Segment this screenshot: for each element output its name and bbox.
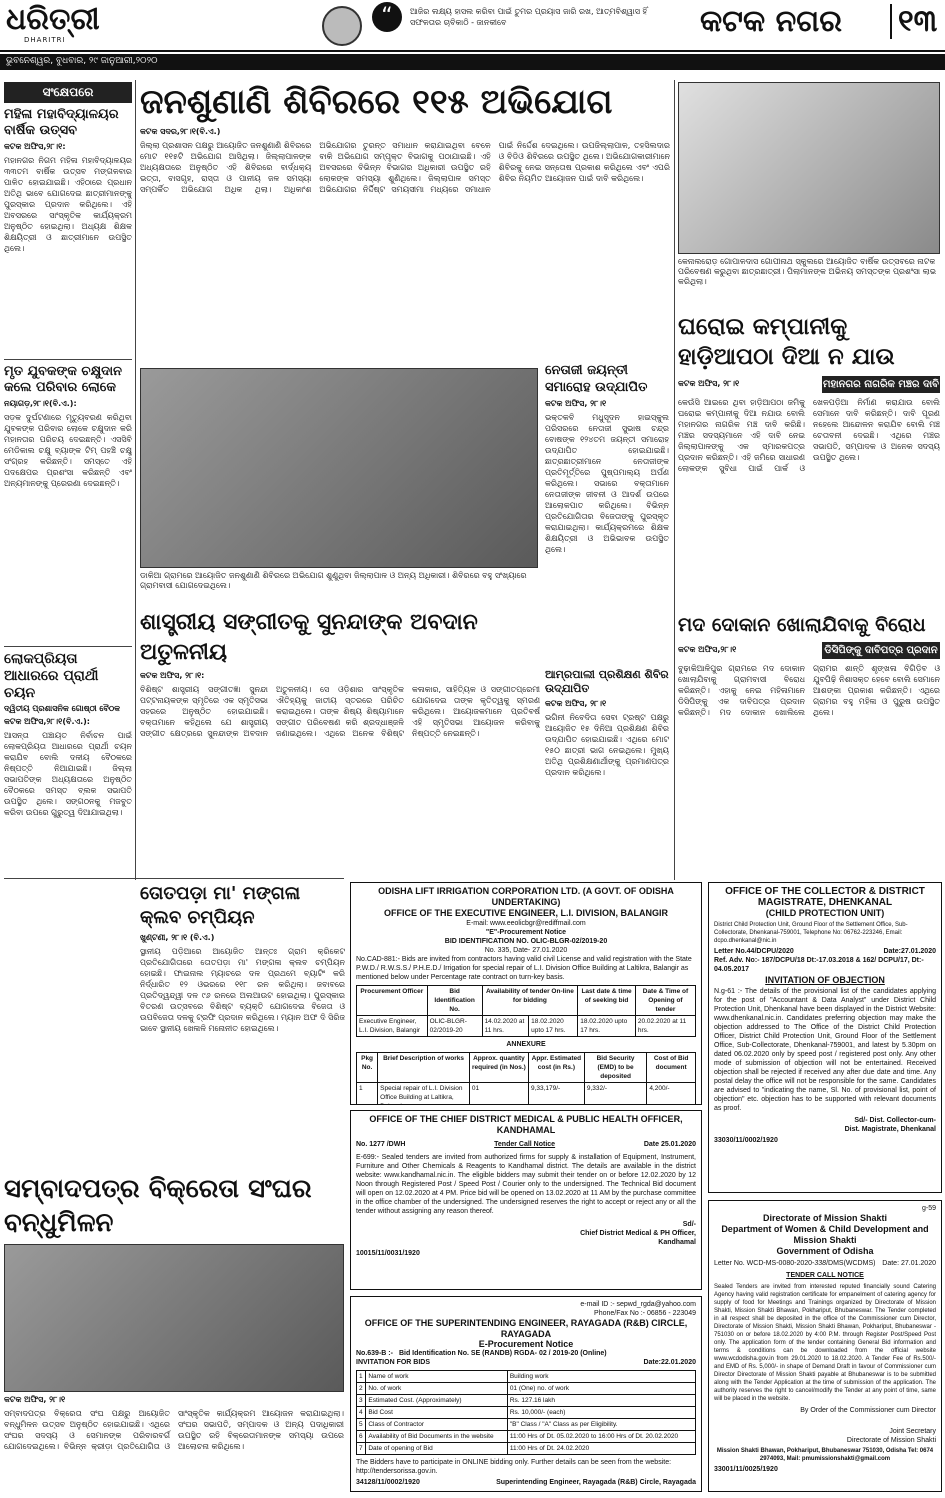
photo-1-caption: ଡାକିଆ ଗ୍ରାମରେ ଆୟୋଜିତ ଜନଶୁଣାଣି ଶିବିରରେ ଅଭିଯୋଗ ଶୁଣୁଥିବା ଜିଲ୍ଲାପାଳ ଓ ଅନ୍ୟ ଅଧିକାରୀ। ଶିବିରରେ ବହୁ ସଂଖ୍ୟାରେ ଗ୍ରାମବାସୀ ଯୋଗଦେଇଥିଲେ। <box>140 571 527 590</box>
vendor-body: ସମ୍ବାଦପତ୍ର ବିକ୍ରେତା ସଂଘ ପକ୍ଷରୁ ଆୟୋଜିତ ବନ୍ଧୁମିଳନ ଉତ୍ସବ ଅନୁଷ୍ଠିତ ହୋଇଯାଇଛି। ଏଥିରେ ସଂଘର ସଦସ୍ୟ ଓ ସେମାନଙ୍କ ପରିବାରବର୍ଗ ଯୋଗଦେଇଥିଲେ। ବିଭିନ୍ନ କ୍ରୀଡ଼ା ପ୍ରତିଯୋଗିତା ଓ ସାଂସ୍କୃତିକ କାର୍ଯ୍ୟକ୍ରମ ଆୟୋଜନ କରାଯାଇଥିଲା। ସଂଘର ସଭାପତି, ସମ୍ପାଦକ ଓ ଅନ୍ୟ ପଦାଧିକାରୀ ଉପସ୍ଥିତ ରହି ବିକ୍ରେତାମାନଙ୍କ ସମସ୍ୟା ଉପରେ ଆଲୋଚନା କରିଥିଲେ। <box>4 1409 344 1451</box>
ad5-ref: 33001/11/0025/1920 <box>714 1466 778 1473</box>
ad1-bid-id: BID IDENTIFICATION NO. OLIC-BLGR-02/2019-20 <box>444 938 608 945</box>
ad2-sign2: Chief District Medical & PH Officer, <box>580 1230 696 1237</box>
ad2-ref: 10015/11/0031/1920 <box>356 1250 420 1257</box>
lead-body: ଜିଲ୍ଲା ପ୍ରଶାସନ ପକ୍ଷରୁ ଆୟୋଜିତ ଜନଶୁଣାଣି ଶିବିରରେ ମୋଟ ୧୧୫ଟି ଅଭିଯୋଗ ଆସିଥିଲା। ଜିଲ୍ଲାପାଳଙ୍କ ଅଧ୍ୟକ୍ଷତାରେ ଅନୁଷ୍ଠିତ ଏହି ଶିବିରରେ ବାର୍ଦ୍ଧକ୍ୟ ଭତ୍ତା, ବାସଗୃହ, ରାସ୍ତା ଓ ପାନୀୟ ଜଳ ସମସ୍ୟା ସମ୍ପର୍କିତ ଅଭିଯୋଗ ଅଧିକ ଥିଲା। ଅଧିକାଂଶ ଅଭିଯୋଗର ତୁରନ୍ତ ସମାଧାନ କରାଯାଇଥିବା ବେଳେ ବାକି ଅଭିଯୋଗ ସମ୍ପୃକ୍ତ ବିଭାଗକୁ ପଠାଯାଇଛି। ଏହି ଅବସରରେ ବିଭିନ୍ନ ବିଭାଗର ଅଧିକାରୀ ଉପସ୍ଥିତ ରହି ଲୋକଙ୍କ ସମସ୍ୟା ଶୁଣିଥିଲେ। ଜିଲ୍ଲାପାଳ ସମସ୍ତ ଅଭିଯୋଗର ନିର୍ଦ୍ଦିଷ୍ଟ ସମୟସୀମା ମଧ୍ୟରେ ସମାଧାନ ପାଇଁ ନିର୍ଦ୍ଦେଶ ଦେଇଥିଲେ। ଉପଜିଲ୍ଲାପାଳ, ତହସିଲଦାର ଓ ବିଡିଓ ଶିବିରରେ ଉପସ୍ଥିତ ଥିଲେ। ଅଭିଯୋଗକାରୀମାନେ ଶିବିରକୁ ନେଇ ସନ୍ତୋଷ ପ୍ରକାଶ କରିଥିଲେ ଏବଂ ଏପରି ଶିବିର ନିୟମିତ ଆୟୋଜନ ପାଇଁ ଦାବି କରିଥିଲେ। <box>140 141 670 194</box>
lead-byline: କଟକ ସଦର,୨୮।୧(ବି.ଏ.) <box>140 127 221 136</box>
left-column <box>4 82 132 872</box>
briefs-tag: ସଂକ୍ଷେପରେ <box>4 82 132 103</box>
lead-story <box>140 80 670 340</box>
vendor-story <box>4 1172 344 1496</box>
hadiapatha-byline: କଟକ ଅଫିସ, ୨୮।୧ <box>678 379 740 388</box>
brief-3-body: ଆସନ୍ତା ପଞ୍ଚାୟତ ନିର୍ବାଚନ ପାଇଁ ଲୋକପ୍ରିୟତା ଆଧାରରେ ପ୍ରାର୍ଥୀ ଚୟନ କରାଯିବ ବୋଲି ଦଳୀୟ ବୈଠକରେ ନିଷ୍ପତ୍ତି ନିଆଯାଇଛି। ଜିଲ୍ଲା ସଭାପତିଙ୍କ ଅଧ୍ୟକ୍ଷତାରେ ଅନୁଷ୍ଠିତ ବୈଠକରେ ସମସ୍ତ ବ୍ଲକ ସଭାପତି ଉପସ୍ଥିତ ଥିଲେ। ସଙ୍ଗଠନକୁ ମଜବୁତ କରିବା ଉପରେ ଗୁରୁତ୍ୱ ଦିଆଯାଇଥିଲା। <box>4 731 132 817</box>
liquor-story <box>678 612 940 831</box>
liquor-tag: ଡିସିପିଙ୍କୁ ଦାବିପତ୍ର ପ୍ରଦାନ <box>822 642 940 659</box>
page-section-name: କଟକ ନଗର <box>700 4 843 39</box>
ad3-email: e-mail ID :- sepwd_rgda@yahoo.com <box>580 1301 696 1308</box>
sunanda-byline: କଟକ ଅଫିସ, ୨୮।୧: <box>140 671 205 680</box>
brief-1-byline: କଟକ ଅଫିସ,୨୮।୧: <box>4 142 66 151</box>
ad4-reference: Ref. Adv. No:- 187/DCPU/18 Dt:-17.03.2018 & 162/ DCPU/17, Dt:- 04.05.2017 <box>714 957 924 973</box>
ad-dhenkanal-cpu <box>708 882 942 1193</box>
newspaper-logo: ଧରିତ୍ରୀ <box>6 2 100 37</box>
photo-school-drama <box>678 82 940 254</box>
ad2-sign1: Sd/- <box>682 1221 696 1228</box>
ad5-footer: Mission Shakti Bhawan, Pokhariput, Bhubaneswar 751030, Odisha Tel: 0674 2974093, Mail: pmumissionshakti@gmail.com <box>716 1448 934 1462</box>
ad4-body: N.g-61 :- The details of the provisional list of the candidates applying for the post of "Accountant & Data Analyst" under District Child Protection Unit, Dhenkanal have been displayed in the District Website: www.dhenkanal.nic.in. Candidates preferring objection may make the objection addressed to The Office of the District Child Protection Officer, District Child Protection Unit, Ground Floor of the Settlement Office, Sub-Collectorate, Dhenkanal-759001, and latest by 5.30pm on dated 06.02.2020 only by speed post / registered post only. Any other mode of submission of objection will not be entertained. Received objection shall be rejected if received any after due date and time. Any postal delay the office will not be responsible for the same. Candidates are advised to "indicating the name, Sl. No. of provisional list, point of objection" etc. objection has to be supported with relevant documents as proof. <box>714 988 936 1112</box>
ad2-notice: Tender Call Notice <box>494 1141 556 1148</box>
ad1-annexure: ANNEXURE <box>506 1041 546 1048</box>
ad5-date: Date: 27.01.2020 <box>882 1260 936 1267</box>
ad3-paragraph: The Bidders have to participate in ONLINE bidding only. Further details can be seen from the website: http://tendersorissa.gov.in. <box>356 1459 672 1475</box>
netaji-headline: ନେତାଜୀ ଜୟନ୍ତୀ ସମାରୋହ ଉଦ୍‌ଯାପିତ <box>545 363 648 395</box>
ad5-title2: Department of Women & Child Development and Mission Shakti <box>721 1224 929 1245</box>
ad5-title1: Directorate of Mission Shakti <box>762 1213 888 1223</box>
photo-public-hearing <box>140 368 538 568</box>
brief-2-body: ସଡ଼କ ଦୁର୍ଘଟଣାରେ ମୃତ୍ୟୁବରଣ କରିଥିବା ଯୁବକଙ୍କ ପରିବାର ଲୋକେ ଚକ୍ଷୁଦାନ କରି ମହାନତାର ପରିଚୟ ଦେଇଛନ୍ତି। ଏସସିବି ମେଡିକାଲ ଚକ୍ଷୁ ବ୍ୟାଙ୍କ ଟିମ୍ ପହଞ୍ଚି ଚକ୍ଷୁ ସଂଗ୍ରହ କରିଛନ୍ତି। ସମସ୍ତେ ଏହି ପଦକ୍ଷେପର ପ୍ରଶଂସା କରିଛନ୍ତି ଏବଂ ଅନ୍ୟମାନଙ୍କୁ ପ୍ରେରଣା ଦେଇଛନ୍ତି। <box>4 413 132 488</box>
ad-kandhamal-health <box>350 1110 702 1290</box>
ad4-ref: 33030/11/0002/1920 <box>714 1137 778 1144</box>
brief-3-byline: କଟକ ଅଫିସ,୨୮।୧(ବି.ଏ.): <box>4 717 90 726</box>
newspaper-logo-sub: DHARITRI <box>24 36 66 44</box>
masthead-quote: ଆଜିର ଲକ୍ଷ୍ୟ ହାସଲ କରିବା ପାଇଁ ତୁମର ପ୍ରୟାସ ଜାରି ରଖ, ଆତ୍ମବିଶ୍ୱାସ ହିଁ ସଫଳତାର ଚାବିକାଠି - ଜାନକୀବେ <box>410 7 648 27</box>
right-photo-block <box>678 82 940 287</box>
ad2-title: OFFICE OF THE CHIEF DISTRICT MEDICAL & PUBLIC HEALTH OFFICER, KANDHAMAL <box>369 1114 683 1135</box>
ad5-heading: TENDER CALL NOTICE <box>786 1272 864 1279</box>
liquor-body: ବୁଢ଼ାକିଆଳିପୁର ଗ୍ରାମରେ ମଦ ଦୋକାନ ଖୋଲାଯିବାକୁ ଗ୍ରାମବାସୀ ବିରୋଧ କରିଛନ୍ତି। ଏହାକୁ ନେଇ ମହିଳାମାନେ ଡିସିପିଙ୍କୁ ଏକ ଦାବିପତ୍ର ପ୍ରଦାନ କରିଛନ୍ତି। ମଦ ଦୋକାନ ଖୋଲିଲେ ଗ୍ରାମର ଶାନ୍ତି ଶୃଙ୍ଖଳା ବିଗିଡ଼ିବ ଓ ଯୁବପିଢ଼ି ନିଶାସକ୍ତ ହେବେ ବୋଲି ସେମାନେ ଆଶଙ୍କା ପ୍ରକାଶ କରିଛନ୍ତି। ଏଥିରେ ଗ୍ରାମର ବହୁ ମହିଳା ଓ ପୁରୁଷ ଉପସ୍ଥିତ ଥିଲେ। <box>678 664 940 717</box>
hadiapatha-body: କେଉଁସି ଆଇରେ ଥିବା ହାଡ଼ିଆପଠା ଜମିକୁ ଘରୋଇ କମ୍ପାନୀକୁ ଦିଆ ନଯାଉ ବୋଲି ମହାନଗର ନାଗରିକ ମଞ୍ଚ ଦାବି କରିଛି। ମଞ୍ଚର ସଦସ୍ୟମାନେ ଏହି ଦାବି ନେଇ ଜିଲ୍ଲାପାଳଙ୍କୁ ଏକ ସ୍ମାରକପତ୍ର ପ୍ରଦାନ କରିଛନ୍ତି। ଏହି ଜମିରେ ସାଧାରଣ ଲୋକଙ୍କ ସୁବିଧା ପାଇଁ ପାର୍କ ଓ ଖେଳପଡ଼ିଆ ନିର୍ମାଣ କରାଯାଉ ବୋଲି ସେମାନେ ଦାବି କରିଛନ୍ତି। ଦାବି ପୂରଣ ନହେଲେ ଆନ୍ଦୋଳନ କରାଯିବ ବୋଲି ମଞ୍ଚ ଚେତାବନୀ ଦେଇଛି। ଏଥିରେ ମଞ୍ଚର ସଭାପତି, ସମ୍ପାଦକ ଓ ଅନେକ ସଦସ୍ୟ ଉପସ୍ଥିତ ଥିଲେ। <box>678 398 940 473</box>
brief-3-headline: ଲୋକପ୍ରିୟତା ଆଧାରରେ ପ୍ରାର୍ଥୀ ଚୟନ <box>4 651 99 701</box>
ad5-sign0: By Order of the Commissioner cum Director <box>800 1407 936 1414</box>
hadiapatha-story <box>678 312 940 579</box>
liquor-headline: ମଦ ଦୋକାନ ଖୋଲାଯିବାକୁ ବିରୋଧ <box>678 614 926 636</box>
ad3-bid-table: 1 Name of work Building work 2 No. of work 01 (One) no. of work 3 Estimated Cost. (Approximately) Rs. 127.16 lakh 4 Bid Cost Rs. 10,000/- (each) 5 Class of Contractor "B" Class / "A" Class as per Eligibility. 6 Availability of Bid Documents in the website 11:00 Hrs of Dt. 05.02.2020 to 16:00 Hrs of Dt. 20.02.2020 7 Date of opening of Bid 11:00 Hrs of Dt. 24.02.2020 <box>356 1370 696 1455</box>
ad1-notice: "E"-Procurement Notice <box>485 929 567 936</box>
ad3-number: No.639-B :- <box>356 1350 393 1357</box>
sunanda-story <box>140 608 540 874</box>
ad1-number: No. 335, Date- 27.01.2020 <box>484 947 568 954</box>
ad5-letter-number: 338 <box>814 1260 827 1267</box>
ad1-subtitle: OFFICE OF THE EXECUTIVE ENGINEER, L.I. DIVISION, BALANGIR <box>383 908 669 918</box>
photo-1-block <box>140 368 538 591</box>
brief-1-headline: ମହିଳା ମହାବିଦ୍ୟାଳୟର ବାର୍ଷିକ ଉତ୍ସବ <box>4 107 119 138</box>
cricket-body: ସ୍ଥାନୀୟ ପଡ଼ିଆରେ ଆୟୋଜିତ ଆନ୍ତଃ ଗ୍ରାମ କ୍ରିକେଟ ପ୍ରତିଯୋଗିତାରେ ତୋତପଡ଼ା ମା' ମଙ୍ଗଳା କ୍ଲବ ଚମ୍ପିୟନ ହୋଇଛି। ଫାଇନାଲ ମ୍ୟାଚରେ ଦଳ ପ୍ରଥମେ ବ୍ୟାଟିଂ କରି ନିର୍ଦ୍ଧାରିତ ୧୨ ଓଭରରେ ୧୧୮ ରନ କରିଥିଲା। ଜବାବରେ ପ୍ରତିଦ୍ୱନ୍ଦ୍ୱୀ ଦଳ ୯୬ ରନରେ ଅଲଆଉଟ ହୋଇଥିଲା। ପୁରସ୍କାର ବିତରଣ ଉତ୍ସବରେ ବିଶିଷ୍ଟ ବ୍ୟକ୍ତି ଯୋଗଦେଇ ବିଜେତା ଓ ଉପବିଜେତା ଦଳକୁ ଟ୍ରଫି ପ୍ରଦାନ କରିଥିଲେ। ମ୍ୟାନ ଅଫ ଦି ସିରିଜ ଭାବେ ସ୍ଥାନୀୟ ଖେଳାଳି ମନୋନୀତ ହୋଇଥିଲେ। <box>140 947 345 1033</box>
ad4-subtitle: (CHILD PROTECTION UNIT) <box>765 908 885 918</box>
ad3-invitation: INVITATION FOR BIDS <box>356 1359 431 1366</box>
ad1-bid-table: Procurement Officer Bid Identification No. Availability of tender On-line for bidding Last date & time of seeking bid Date & Time of Opening of tender Executive Engineer, L.I. Division, Balangir OLIC-BLGR-02/2019-20 14.02.2020 at 11 hrs. 18.02.2020 upto 17 hrs. 18.02.2020 upto 17 hrs. 20.02.2020 at 11 hrs. <box>356 985 696 1037</box>
ad4-heading: INVITATION OF OBJECTION <box>765 975 885 985</box>
ad4-date: Date:27.01.2020 <box>883 948 936 955</box>
ad2-date: Date 25.01.2020 <box>643 1141 696 1148</box>
brief-1-body: ମହାନଗର ନିଗମ ମହିଳା ମହାବିଦ୍ୟାଳୟର ୩୩ତମ ବାର୍ଷିକ ଉତ୍ସବ ମଙ୍ଗଳବାର ପାଳିତ ହୋଇଯାଇଛି। ଏହିଠାରେ ପ୍ରଧାନ ଅତିଥି ଭାବେ ଯୋଗଦେଇ ଛାତ୍ରୀମାନଙ୍କୁ ପୁରସ୍କାର ପ୍ରଦାନ କରିଥିଲେ। ଏହି ଅବସରରେ ସାଂସ୍କୃତିକ କାର୍ଯ୍ୟକ୍ରମ ଅନୁଷ୍ଠିତ ହୋଇଥିଲା। ଅଧ୍ୟକ୍ଷ ଶିକ୍ଷକ ଶିକ୍ଷୟିତ୍ରୀ ଓ ଛାତ୍ରୀମାନେ ଉପସ୍ଥିତ ଥିଲେ। <box>4 156 132 253</box>
ad-mission-shakti <box>708 1200 942 1492</box>
ad-rayagada-rb <box>350 1296 702 1492</box>
sunanda-headline: ଶାସ୍ତ୍ରୀୟ ସଙ୍ଗୀତକୁ ସୁନନ୍ଦାଙ୍କ ଅବଦାନ ଅତୁଳନୀୟ <box>140 610 478 665</box>
brief-2-headline: ମୃତ ଯୁବକଙ୍କ ଚକ୍ଷୁଦାନ କଲେ ପରିବାର ଲୋକେ <box>4 364 123 395</box>
ad4-sign1: Sd/- Dist. Collector-cum- <box>854 1117 936 1124</box>
brief-3-subhead: ଦ୍ୱିତୀୟ ପ୍ରଶାସନିକ ଗୋଷ୍ଠୀ ବୈଠକ <box>4 704 121 713</box>
netaji-story <box>545 362 669 602</box>
ad2-sign3: Kandhamal <box>658 1239 696 1246</box>
cricket-byline: ଖୁଣ୍ଟଣୀ, ୨୮।୧ (ବି.ଏ.) <box>140 933 215 942</box>
ad3-date: Date:22.01.2020 <box>643 1359 696 1366</box>
hadiapatha-headline: ଘରୋଇ କମ୍ପାନୀକୁ ହାଡ଼ିଆପଠା ଦିଆ ନ ଯାଉ <box>678 314 895 370</box>
vendor-byline: କଟକ ଅଫିସ, ୨୮।୧ <box>4 1395 66 1404</box>
ad1-paragraph: No.CAD-881:- Bids are invited from contractors having valid civil License and valid registration with the State P.W.D./ R.W.S.S./ P.H.E.D./ Irrigation for special repair of L.I. Division Office Building at Laltikra, Balangir as mentioned below under Percentage rate contract on turn-key basis. <box>356 956 692 981</box>
training-story <box>545 668 669 873</box>
ad3-title: OFFICE OF THE SUPERINTENDING ENGINEER, RAYAGADA (R&B) CIRCLE, RAYAGADA <box>364 1318 688 1339</box>
sunanda-body: ବିଶିଷ୍ଟ ଶାସ୍ତ୍ରୀୟ ସଙ୍ଗୀତଜ୍ଞା ସୁନନ୍ଦା ପଟ୍ଟନାୟକଙ୍କ ସ୍ମୃତିରେ ଏକ ସ୍ମୃତିସଭା ସହରରେ ଅନୁଷ୍ଠିତ ହୋଇଯାଇଛି। ବକ୍ତାମାନେ କହିଥିଲେ ଯେ ଶାସ୍ତ୍ରୀୟ ସଙ୍ଗୀତ କ୍ଷେତ୍ରରେ ସୁନନ୍ଦାଙ୍କ ଅବଦାନ ଅତୁଳନୀୟ। ସେ ଓଡ଼ିଶାର ସାଂସ୍କୃତିକ ଐତିହ୍ୟକୁ ଜାତୀୟ ସ୍ତରରେ ପରିଚିତ କରାଇଥିଲେ। ତାଙ୍କ ଶିଷ୍ୟ ଶିଷ୍ୟାମାନେ ସଙ୍ଗୀତ ପରିବେଷଣ କରି ଶ୍ରଦ୍ଧାଞ୍ଜଳି ଜଣାଇଥିଲେ। ଏଥିରେ ଅନେକ ବିଶିଷ୍ଟ କଳାକାର, ସାହିତ୍ୟିକ ଓ ସଙ୍ଗୀତପ୍ରେମୀ ଯୋଗଦେଇ ତାଙ୍କ କୃତିତ୍ୱକୁ ସ୍ମରଣ କରିଥିଲେ। ଆୟୋଜକମାନେ ପ୍ରତିବର୍ଷ ଏହି ସ୍ମୃତିସଭା ଆୟୋଜନ କରିବାକୁ ନିଷ୍ପତ୍ତି ନେଇଛନ୍ତି। <box>140 685 540 738</box>
dateline: ଭୁବନେଶ୍ୱର, ବୁଧବାର, ୨୯ ଜାନୁଆରୀ,୨୦୨୦ <box>0 54 945 70</box>
ad1-annex-table: Pkg No. Brief Description of works Approx. quantity required (in Nos.) Appr. Estimated cost (in Rs.) Bid Security (EMD) to be deposited Cost of Bid document 1 Special repair of L.I. Division Office Building at Laltikra, 01 9,33,179/- 9,332/- 4,200/- <box>356 1052 696 1105</box>
ad3-bid: Bid Identification No. SE (RANDB) RGDA- 02 / 2019-20 (Online) <box>398 1350 607 1357</box>
ad1-title: ODISHA LIFT IRRIGATION CORPORATION LTD. (A GOVT. OF ODISHA UNDERTAKING) <box>378 886 674 907</box>
training-headline: ଆମ୍ରପାଲୀ ପ୍ରଶିକ୍ଷଣ ଶିବିର ଉଦ୍‌ଯାପିତ <box>545 668 669 695</box>
page-number: ୧୩ <box>890 4 937 39</box>
lead-headline: ଜନଶୁଣାଣି ଶିବିରରେ ୧୧୫ ଅଭିଯୋଗ <box>140 82 613 122</box>
ad3-sign: Superintending Engineer, Rayagada (R&B) Circle, Rayagada <box>496 1479 696 1486</box>
brief-2-byline: ନୟାଗଡ଼,୨୮।୧(ବି.ଏ.): <box>4 399 77 408</box>
masthead <box>0 0 945 52</box>
ad4-sign2: Dist. Magistrate, Dhenkanal <box>844 1126 936 1133</box>
ad5-body: Sealed Tenders are invited from interested reputed financially sound Catering Agency having valid registration certificate for empanelment of catering agency for supply of food for Meetings and Trainings organized by Directorate of Mission Shakti, Mission Shakti Bhawan, Pokhariput, Bhubaneswar. The Tender completed in all respect shall be deposited in the office of the Commissioner cum Director, Directorate of Mission Shakti, Mission Shakti Bhawan, Pokhariput, Bhubaneswar - 751030 on or before 18.02.2020 by 4:00 P.M. through Register Post/Speed Post only. The application form of the tender containing General Bid information and terms & conditions can be downloaded from the official website www.wcdodisha.gov.in from 29.01.2020 to 18.02.2020. A Tender Fee of Rs.500/- and EMD of Rs. 5,000/- in shape of Demand Draft in favour of Commissioner cum Director Directorate of Mission Shakti payable at Bhubaneswar is to be submitted along with the Tender Application at the time of submission of the application. The authority reserves the right to cancel/modify the Tender at any point of time, same will be placed in the website. <box>714 1284 936 1402</box>
photo-vendors-group <box>4 1244 344 1392</box>
quote-portrait <box>322 6 362 46</box>
ad2-number: No. 1277 /DWH <box>356 1141 406 1148</box>
ad4-address: District Child Protection Unit, Ground Floor of the Settlement Office, Sub-Collectorate, Dhenkanal-759001, Telephone No: 06762-223246, Email: dcpo.dhenkanal@nic.in <box>714 922 908 944</box>
training-body: ଭଗିନୀ ନିବେଦିତା ସେବା ଟ୍ରଷ୍ଟ ପକ୍ଷରୁ ଆୟୋଜିତ ୧୫ ଦିନିଆ ପ୍ରଶିକ୍ଷଣ ଶିବିର ଉଦ୍‌ଯାପିତ ହୋଇଯାଇଛି। ଏଥିରେ ମୋଟ ୧୫୦ ଛାତ୍ରୀ ଭାଗ ନେଇଥିଲେ। ମୁଖ୍ୟ ଅତିଥି ପ୍ରଶିକ୍ଷଣାର୍ଥୀଙ୍କୁ ପ୍ରମାଣପତ୍ର ପ୍ରଦାନ କରିଥିଲେ। <box>545 713 669 777</box>
ad5-title3: Government of Odisha <box>776 1246 874 1256</box>
ad4-letter: Letter No.44/DCPU/2020 <box>714 948 794 955</box>
vendor-headline: ସମ୍ବାଦପତ୍ର ବିକ୍ରେତା ସଂଘର ବନ୍ଧୁମିଳନ <box>4 1174 312 1238</box>
ad3-notice: E-Procurement Notice <box>478 1339 574 1349</box>
ad3-ref: 34128/11/0002/1920 <box>356 1479 420 1486</box>
hadiapatha-tag: ମହାନଗର ନାଗରିକ ମଞ୍ଚର ଦାବି <box>822 376 940 393</box>
training-byline: କଟକ ଅଫିସ, ୨୮।୧ <box>545 699 607 708</box>
ad2-body: E-699:- Sealed tenders are invited from authorized firms for supply & installation of Equipment, Instrument, Furniture and Other Chemicals & Reagents to Kandhamal district. The details are available in the district website: www.kandhamal.nic.in. The eligible bidders may submit their tender on or before 12.02.2020 by 12 Noon through Registered Post / Speed Post / Courier only to the undersigned. The Technical Bid document will open on 12.02.2020 at 4 PM. Price bid will be opened on 13.02.2020 at 11 AM by the purchase committee in the office chamber of the undersigned. The undersigned reserves the right to accept or reject any or all the tender without assigning any reason thereof. <box>356 1154 696 1215</box>
ad5-sign2: Directorate of Mission Shakti <box>846 1437 936 1444</box>
cricket-headline: ତୋତପଡ଼ା ମା' ମଙ୍ଗଳା କ୍ଲବ ଚମ୍ପିୟନ <box>140 883 301 928</box>
netaji-byline: କଟକ ଅଫିସ, ୨୮।୧ <box>545 399 607 408</box>
right-photo-caption: କେନାଲରୋଡ଼ ଗୋପାଳଦାସ ଗୋପୀନାଥ ସ୍କୁଲରେ ଆୟୋଜିତ ବାର୍ଷିକ ଉତ୍ସବରେ ନାଟକ ପରିବେଷଣ କରୁଥିବା ଛାତ୍ରଛାତ୍ରୀ। ପିଲାମାନଙ୍କ ଅଭିନୟ ସମସ୍ତଙ୍କ ପ୍ରଶଂସା ଲାଭ କରିଥିଲା। <box>678 257 936 286</box>
quote-mark-icon: “ <box>372 2 402 32</box>
liquor-byline: କଟକ ଅଫିସ,୨୮।୧ <box>678 645 737 654</box>
ad1-email: E-mail: www.eeolicbgr@rediffmail.com <box>466 920 586 927</box>
netaji-body: ଭକ୍ତକବି ମଧୁସୂଦନ ହାଇସ୍କୁଲ ପରିସରରେ ନେତାଜୀ ସୁଭାଷ ଚନ୍ଦ୍ର ବୋଷଙ୍କ ୧୨୪ତମ ଜୟନ୍ତୀ ସମାରୋହ ଉଦ୍‌ଯାପିତ ହୋଇଯାଇଛି। ଛାତ୍ରଛାତ୍ରୀମାନେ ନେତାଜୀଙ୍କ ପ୍ରତିମୂର୍ତ୍ତିରେ ପୁଷ୍ପମାଲ୍ୟ ଅର୍ପଣ କରିଥିଲେ। ସଭାରେ ବକ୍ତାମାନେ ନେତାଜୀଙ୍କ ଜୀବନୀ ଓ ଆଦର୍ଶ ଉପରେ ଆଲୋକପାତ କରିଥିଲେ। ବିଭିନ୍ନ ପ୍ରତିଯୋଗିତାର ବିଜେତାଙ୍କୁ ପୁରସ୍କୃତ କରାଯାଇଥିଲା। କାର୍ଯ୍ୟକ୍ରମରେ ଶିକ୍ଷକ ଶିକ୍ଷୟିତ୍ରୀ ଓ ଅଭିଭାବକ ଉପସ୍ଥିତ ଥିଲେ। <box>545 413 669 554</box>
ad-lift-irrigation <box>350 882 702 1105</box>
cricket-story <box>140 882 345 1201</box>
ad5-signature <box>714 1415 936 1427</box>
ad5-letter: Letter No. WCD-MS-0080-2020-338/DMS(WCDMS) <box>714 1260 876 1267</box>
ad5-sign1: Joint Secretary <box>889 1428 936 1435</box>
ad3-phone: Phone/Fax No :- 06856 - 223049 <box>594 1310 696 1317</box>
ad5-gno: g-59 <box>921 1205 936 1212</box>
ad4-title: OFFICE OF THE COLLECTOR & DISTRICT MAGISTRATE, DHENKANAL <box>725 886 925 908</box>
